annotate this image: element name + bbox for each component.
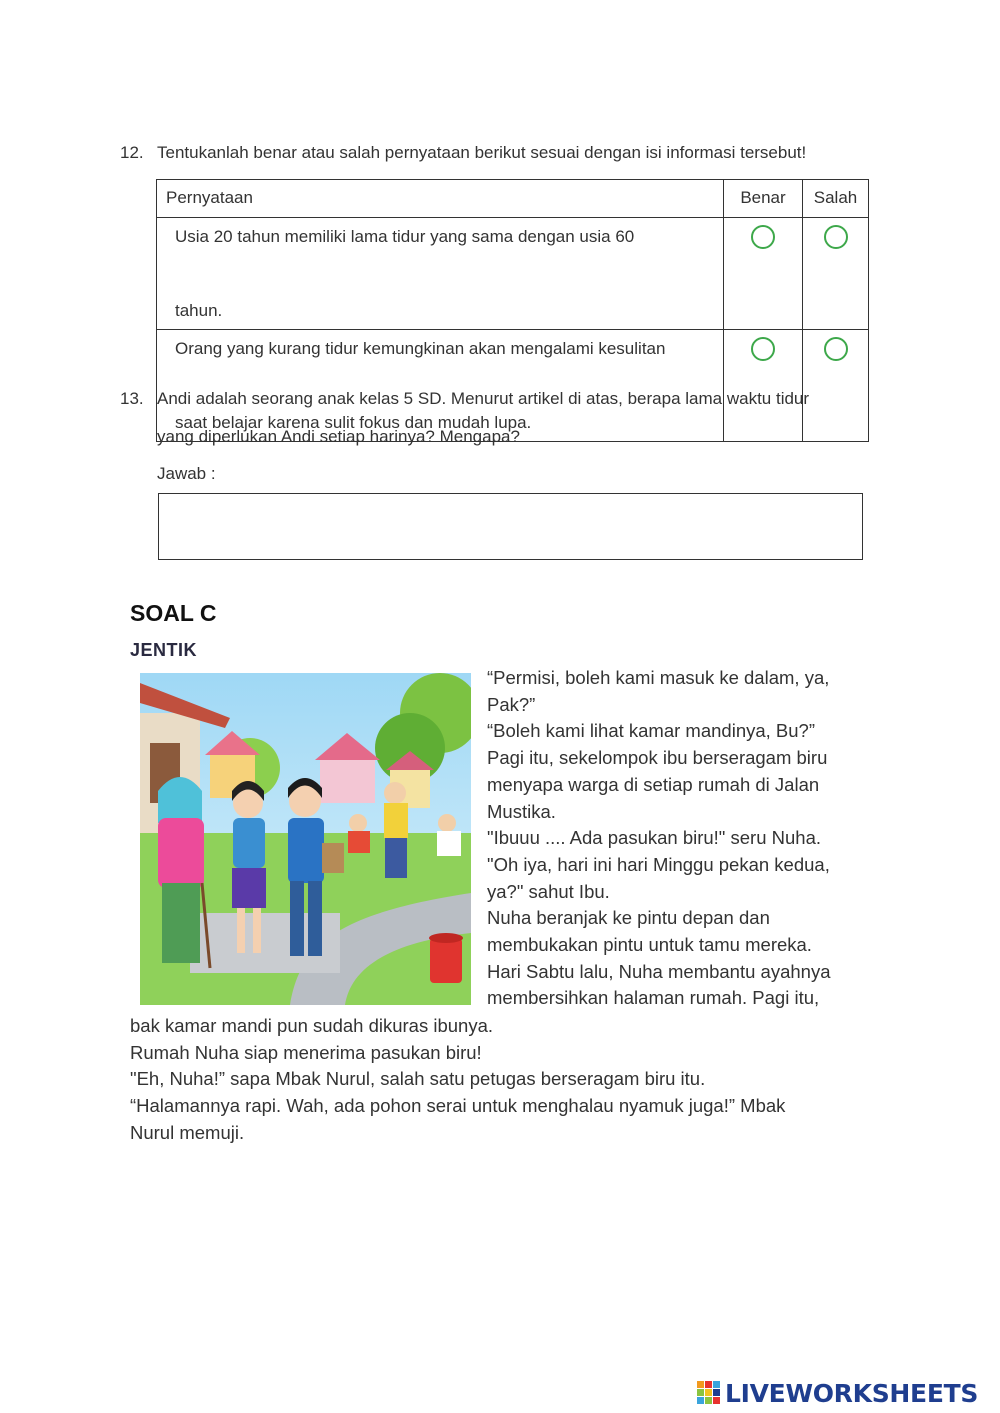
story-text-right: “Permisi, boleh kami masuk ke dalam, ya, Pak?” “Boleh kami lihat kamar mandinya, Bu?” Pagi itu, sekelompok ibu berseragam biru menyapa warga di setiap rumah di Jalan Mustika. "Ibuuu .... Ada pasukan biru!" seru Nuha. "Oh iya, hari ini hari Minggu pekan kedua, ya?" sahut Ibu. Nuha beranjak ke pintu depan dan membukakan pintu untuk tamu mereka. Hari Sabtu lalu, Nuha membantu ayahnya membersihkan halaman rumah. Pagi itu,: [487, 667, 831, 1009]
statement-2: Orang yang kurang tidur kemungkinan akan mengalami kesulitan saat belajar karena sulit fokus dan mudah lupa.: [157, 330, 724, 442]
radio-true-row2[interactable]: [751, 337, 775, 361]
liveworksheets-logo: [697, 1378, 978, 1408]
header-true: Benar: [724, 180, 803, 218]
table-row: [157, 218, 869, 330]
question-12-number: 12.: [120, 143, 144, 162]
question-13: [0, 389, 1000, 413]
story-illustration: [140, 673, 471, 1005]
table-row: [157, 330, 869, 442]
radio-true-row1[interactable]: [751, 225, 775, 249]
question-12-text: Tentukanlah benar atau salah pernyataan berikut sesuai dengan isi informasi tersebut!: [157, 143, 807, 162]
header-statement: Pernyataan: [157, 180, 724, 218]
story-title: JENTIK: [130, 640, 198, 660]
question-12: [0, 143, 1000, 167]
story-text-bottom: bak kamar mandi pun sudah dikuras ibunya. Rumah Nuha siap menerima pasukan biru! "Eh, Nuha!” sapa Mbak Nurul, salah satu petugas berseragam biru itu. “Halamannya rapi. Wah, ada pohon serai untuk menghalau nyamuk juga!” Mbak Nurul memuji.: [130, 1015, 786, 1143]
radio-false-row1[interactable]: [824, 225, 848, 249]
answer-input-box[interactable]: [158, 493, 863, 560]
question-13-line1: Andi adalah seorang anak kelas 5 SD. Menurut artikel di atas, berapa lama waktu tidur: [157, 389, 810, 408]
liveworksheets-logo-icon: [697, 1381, 721, 1405]
answer-label: Jawab :: [157, 464, 216, 483]
logo-text: LIVEWORKSHEETS: [725, 1378, 979, 1408]
question-13-line2: yang diperlukan Andi setiap harinya? Mengapa?: [157, 427, 520, 446]
section-title: SOAL C: [130, 600, 217, 626]
question-13-number: 13.: [120, 389, 144, 408]
radio-false-row2[interactable]: [824, 337, 848, 361]
statement-1: Usia 20 tahun memiliki lama tidur yang sama dengan usia 60 tahun.: [157, 218, 724, 330]
header-false: Salah: [803, 180, 869, 218]
